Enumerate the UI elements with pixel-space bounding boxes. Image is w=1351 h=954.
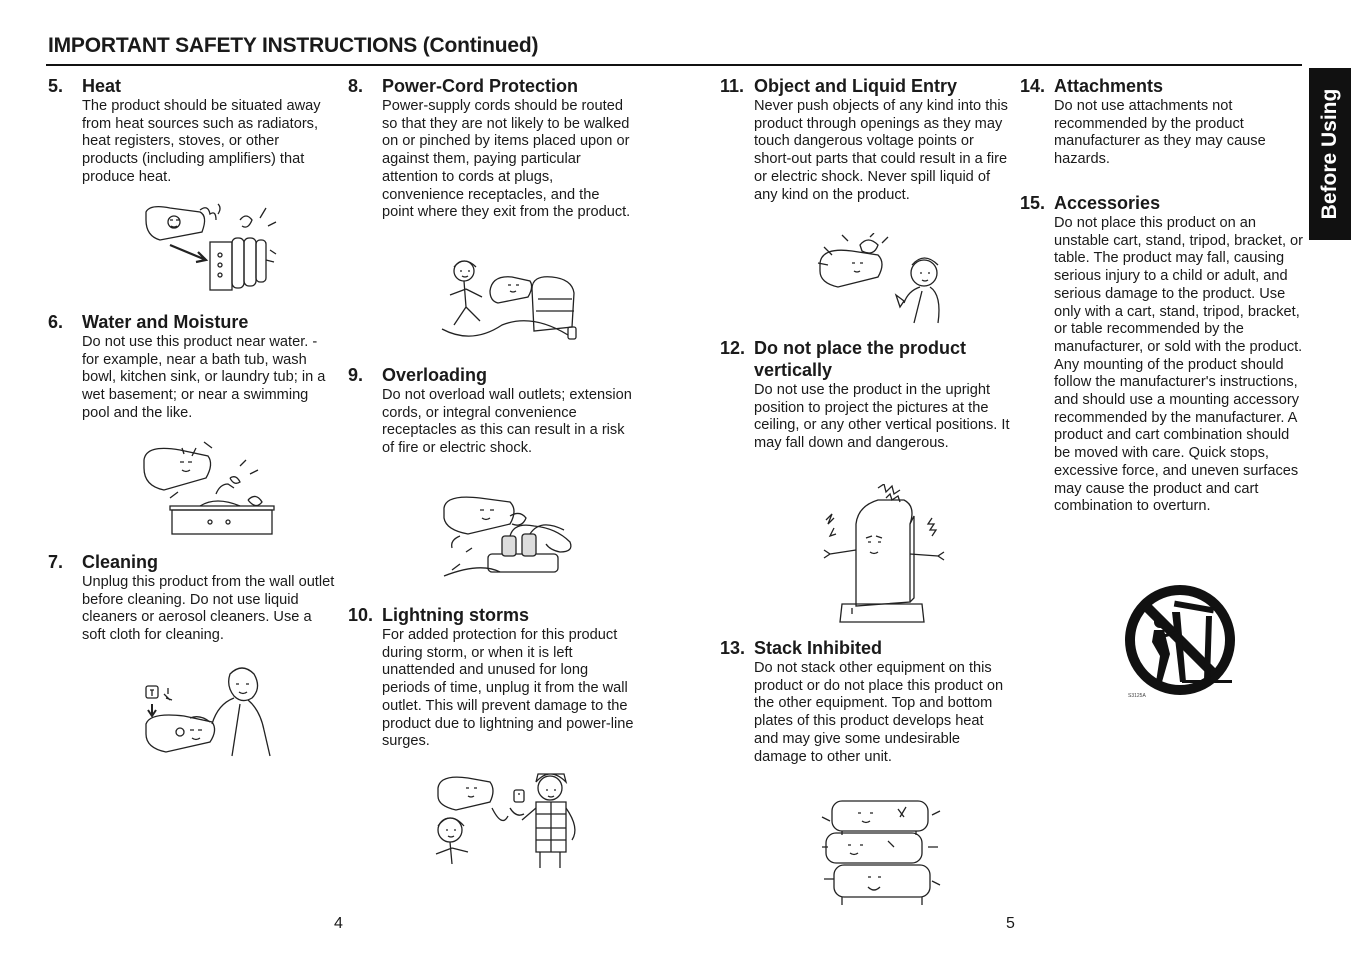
section-title: Lightning storms (382, 605, 529, 625)
section-body: The product should be situated away from heat sources such as radiators, heat registers, stoves, or other products (including amplifiers) that produce heat. (82, 98, 321, 185)
section-heat (48, 75, 333, 187)
section-title: Attachments (1054, 76, 1164, 96)
section-number: 5. (48, 76, 64, 96)
section-heading (720, 337, 1010, 381)
section-water (48, 311, 338, 423)
section-body: Do not use this product near water. - for example, near a bath tub, wash bowl, kitchen sink, or laundry tub; in a wet basement; or near a swimming pool and the like. (82, 334, 326, 421)
section-body: Do not use attachments not recommended by the product manufacturer as they may cause hazards. (1054, 98, 1266, 168)
section-number: 12. (720, 338, 746, 358)
section-number: 11. (720, 76, 745, 96)
section-body: Do not use the product in the upright position to project the pictures at the ceiling, or any other vertical positions. It may fall down and dangerous. (754, 382, 1010, 452)
section-stack (720, 637, 1010, 766)
section-body: Never push objects of any kind into this product through openings as they may touch dangerous voltage points or short-out parts that could result in a fire or electric shock. Never spill liquid of any kind on the product. (754, 98, 1008, 203)
section-heading (1020, 75, 1305, 97)
side-tab[interactable] (1309, 68, 1351, 240)
section-vertical (720, 337, 1010, 453)
section-number: 14. (1020, 76, 1046, 96)
heater-illustration (140, 200, 280, 295)
cleaning-illustration (140, 660, 280, 758)
section-number: 15. (1020, 193, 1046, 213)
section-title: Water and Moisture (82, 312, 249, 332)
section-accessories (1020, 192, 1305, 516)
header-rule (46, 64, 1302, 66)
section-heading (348, 364, 633, 386)
section-heading (1020, 192, 1305, 214)
section-heading (720, 75, 1010, 97)
section-body: Do not stack other equipment on this product or do not place this product on the other equipment. Top and bottom plates of this product develops heat and may give some undesirable damage to other unit. (754, 660, 1004, 765)
section-number: 9. (348, 365, 364, 385)
water-illustration (140, 438, 275, 538)
section-power-cord (348, 75, 633, 222)
section-body: Unplug this product from the wall outlet before cleaning. Do not use liquid cleaners or aerosol cleaners. Use a soft cloth for cleaning. (82, 574, 335, 644)
section-number: 8. (348, 76, 364, 96)
lightning-illustration (432, 768, 584, 872)
section-overloading (348, 364, 633, 458)
stack-illustration (818, 795, 943, 907)
page-number-left: 4 (334, 915, 343, 932)
vertical-illustration (812, 484, 957, 629)
section-title: Object and Liquid Entry (754, 76, 958, 96)
cart-warning-icon (1124, 584, 1238, 696)
section-heading (48, 311, 338, 333)
section-title: Stack Inhibited (754, 638, 883, 658)
section-title: Accessories (1054, 193, 1161, 213)
overloading-illustration (440, 492, 580, 588)
section-heading (48, 75, 333, 97)
page-number-right: 5 (1006, 915, 1015, 932)
section-heading (720, 637, 1010, 659)
section-heading (348, 604, 638, 626)
section-body: For added protection for this product during storm, or when it is left unattended and unused for long periods of time, unplug it from the wall outlet. This will prevent damage to the product due to lightning and power-line surges. (382, 627, 634, 750)
cart-symbol-code: S3125A (1128, 693, 1146, 699)
section-body: Do not overload wall outlets; extension cords, or integral convenience receptacles as this can result in a risk of fire or electric shock. (382, 387, 632, 457)
section-title: Overloading (382, 365, 488, 385)
section-heading (348, 75, 633, 97)
side-tab-label: Before Using (1318, 88, 1341, 220)
section-title: Cleaning (82, 552, 159, 572)
section-lightning (348, 604, 638, 751)
page-title: IMPORTANT SAFETY INSTRUCTIONS (Continued) (48, 34, 539, 57)
section-title: Heat (82, 76, 122, 96)
liquid-entry-illustration (812, 233, 952, 325)
section-title: Do not place the product vertically (754, 338, 967, 380)
section-number: 7. (48, 552, 64, 572)
section-body: Do not place this product on an unstable cart, stand, tripod, bracket, or table. The product may fall, causing serious injury to a child or adult, and serious damage to the product. Use only with a cart, stand, tripod, bracket, or table recommended by the manufacturer, or sold with the product. Any mounting of the product should follow the manufacturer's instructions, and should use a mounting accessory recommended by the manufacturer. A product and cart combination should be moved with care. Quick stops, excessive force, and uneven surfaces may cause the product and cart combination to overturn. (1054, 215, 1304, 515)
section-number: 6. (48, 312, 64, 332)
section-heading (48, 551, 338, 573)
section-number: 10. (348, 605, 374, 625)
section-cleaning (48, 551, 338, 645)
section-body: Power-supply cords should be routed so that they are not likely to be walked on or pinched by items placed upon or against them, paying particular attention to cords at plugs, convenience receptacles, and the point where they exit from the product. (382, 98, 631, 221)
section-number: 13. (720, 638, 746, 658)
section-title: Power-Cord Protection (382, 76, 579, 96)
section-object-liquid (720, 75, 1010, 204)
cord-illustration (432, 255, 582, 347)
section-attachments (1020, 75, 1305, 169)
